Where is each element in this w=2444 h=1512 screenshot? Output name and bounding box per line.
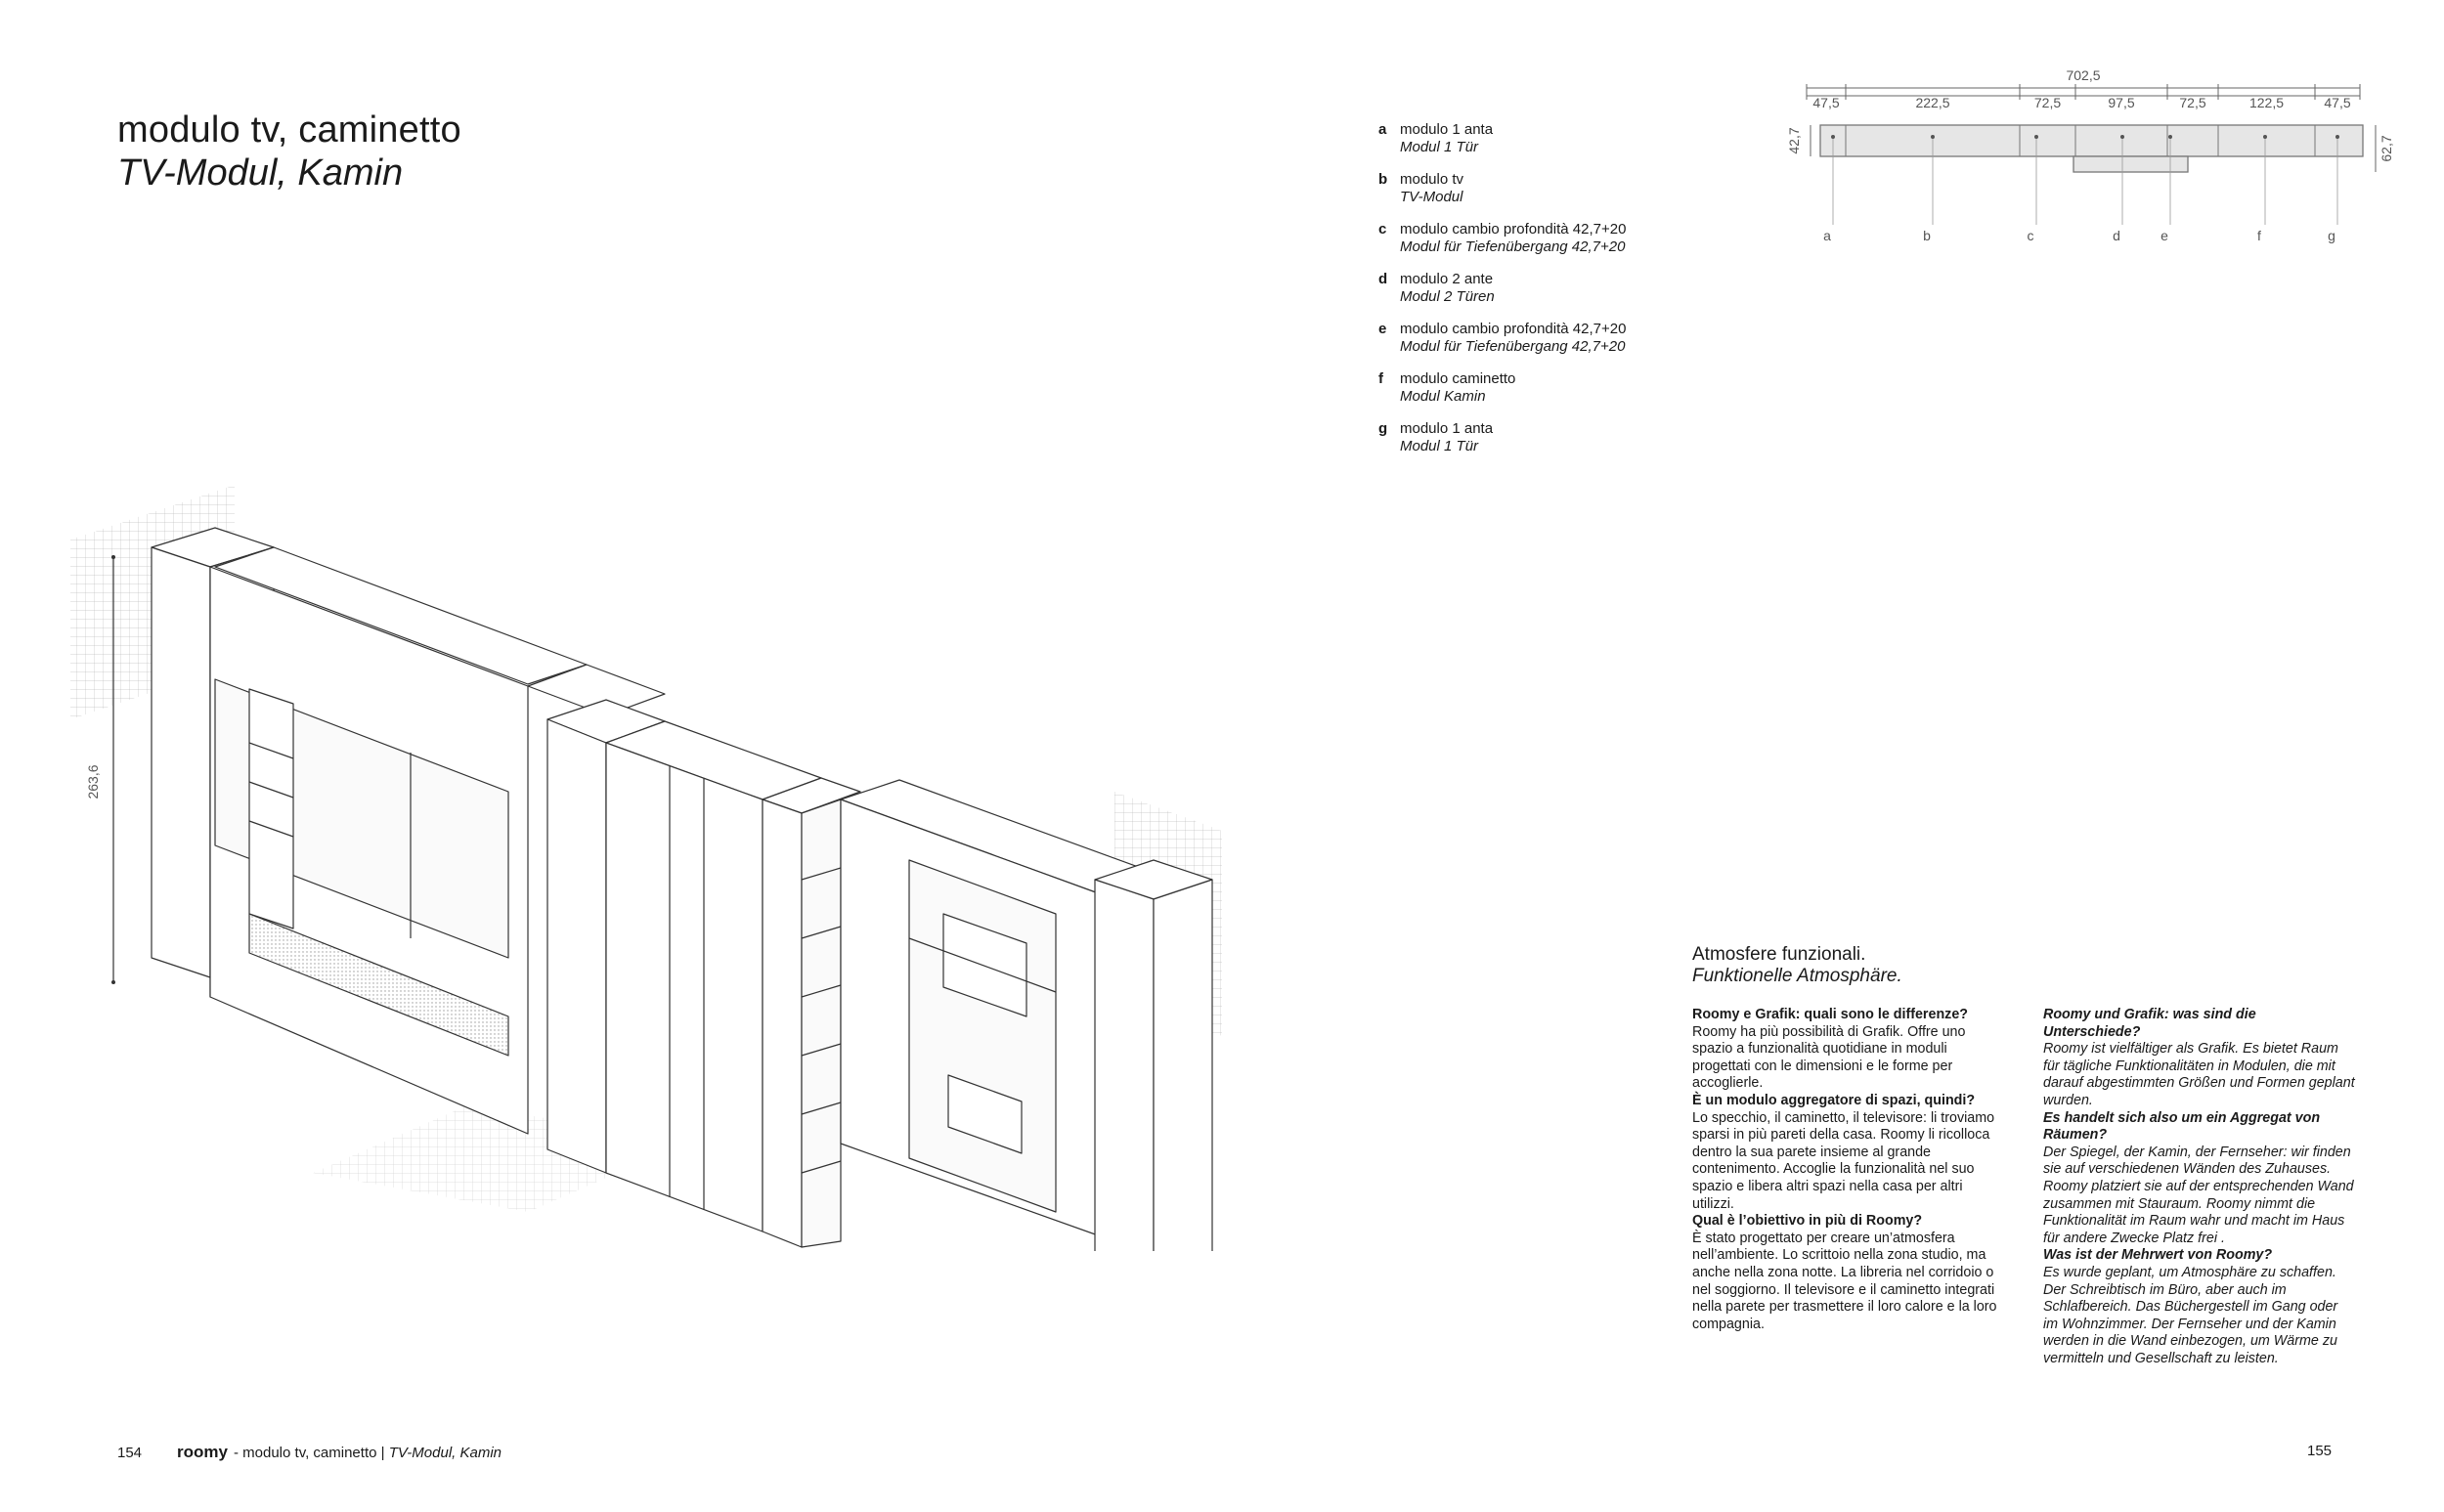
legend-text-it: modulo 1 anta (1400, 420, 1494, 437)
article-question: Roomy e Grafik: quali sono le differenze? (1692, 1007, 1969, 1022)
breadcrumb-de: TV-Modul, Kamin (388, 1445, 502, 1461)
article-answer: È stato progettato per creare un’atmosfera nell’ambiente. Lo scrittoio nella zona studio, ma anche nella zona notte. La libreria nel corridoio o nel soggiorno. Il televisore e il caminetto integrati nella parete per trasmettere il loro calore e la loro compagnia. (1692, 1230, 1997, 1332)
article-heading-it: Atmosfere funzionali. (1692, 944, 1866, 965)
page-number-right: 155 (2307, 1443, 2333, 1459)
plan-segment-width: 97,5 (2108, 95, 2135, 110)
legend-item (1378, 221, 1711, 256)
legend-item (1378, 420, 1711, 455)
page-subtitle: TV-Modul, Kamin (117, 152, 404, 194)
legend-item (1378, 271, 1711, 306)
article-answer: Der Spiegel, der Kamin, der Fernseher: wir finden sie auf verschiedenen Wänden des Zuhauses. Roomy platziert sie auf der entsprechenden Wand zusammen mit Stauraum. Roomy nimmt die Funktionalität im Raum wahr und macht im Haus für andere Zwecke Platz frei . (2043, 1144, 2354, 1246)
legend-item (1378, 370, 1711, 406)
plan-module-label: g (2328, 228, 2335, 243)
legend-text-it: modulo cambio profondità 42,7+20 (1400, 221, 1627, 238)
legend-text-de: Modul Kamin (1400, 388, 1486, 405)
legend-text-de: Modul für Tiefenübergang 42,7+20 (1400, 238, 1626, 255)
legend-letter: e (1378, 321, 1387, 337)
legend-item (1378, 321, 1711, 356)
legend-text-de: Modul 1 Tür (1400, 438, 1479, 454)
legend-item (1378, 171, 1711, 206)
legend-text-it: modulo 1 anta (1400, 121, 1494, 138)
plan-module-label: f (2257, 228, 2261, 243)
legend-letter: c (1378, 221, 1387, 238)
legend-text (1400, 370, 1515, 406)
legend-item (1378, 121, 1711, 156)
article-answer: Lo specchio, il caminetto, il televisore: li troviamo sparsi in più pareti della casa. Roomy li ricolloca dentro la sua parete insieme al grande contenimento. Accoglie la funzionalità nel suo spazio e libera altri spazi nella casa per altri utilizzi. (1692, 1109, 1995, 1212)
plan-segment-width: 72,5 (2179, 95, 2206, 110)
legend-letter: b (1378, 171, 1388, 188)
article-question: Qual è l’obiettivo in più di Roomy? (1692, 1213, 1923, 1230)
legend-letter: d (1378, 271, 1388, 287)
plan-module-label: a (1823, 228, 1831, 243)
legend-text (1400, 171, 1463, 206)
article-heading (1692, 944, 1902, 987)
plan-depth-right: 62,7 (2379, 135, 2394, 162)
legend-text-de: Modul 1 Tür (1400, 139, 1479, 155)
legend-letter: f (1378, 370, 1383, 387)
plan-view (1779, 59, 2405, 254)
plan-module-label: b (1923, 228, 1931, 243)
plan-diagram (1779, 59, 2405, 254)
drawing-height-label: 263,6 (85, 764, 101, 799)
legend-text (1400, 271, 1495, 306)
article-question: È un modulo aggregatore di spazi, quindi? (1692, 1092, 1976, 1108)
article-heading-de: Funktionelle Atmosphäre. (1692, 966, 1902, 986)
plan-segment-width: 122,5 (2248, 95, 2285, 110)
plan-leader-dot (2335, 135, 2339, 139)
plan-leader-dot (1931, 135, 1935, 139)
plan-segment-width: 222,5 (1915, 95, 1950, 110)
page-title: modulo tv, caminetto (117, 109, 461, 151)
legend-text (1400, 321, 1626, 356)
plan-leader-dot (2263, 135, 2267, 139)
plan-segment-width: 47,5 (2324, 95, 2351, 110)
legend-text-it: modulo cambio profondità 42,7+20 (1400, 321, 1627, 337)
legend-letter: g (1378, 420, 1388, 437)
plan-segment-width: 47,5 (1812, 95, 1840, 110)
plan-module-label: d (2113, 228, 2120, 243)
legend-text-de: Modul 2 Türen (1400, 288, 1495, 305)
legend-text (1400, 420, 1493, 455)
plan-total-width: 702,5 (2066, 67, 2101, 83)
plan-leader-dot (1831, 135, 1835, 139)
legend-text (1400, 221, 1626, 256)
furniture-illustration (59, 469, 1232, 1251)
plan-depth-left: 42,7 (1786, 127, 1802, 154)
article-answer: Roomy ha più possibilità di Grafik. Offre uno spazio a funzionalità quotidiane in moduli progettati con le dimensioni e le forme per accoglierle. (1692, 1023, 1966, 1092)
article-question: Was ist der Mehrwert von Roomy? (2043, 1247, 2273, 1264)
brand-name: roomy (177, 1443, 228, 1461)
legend-letter: a (1378, 121, 1387, 138)
legend-text-it: modulo caminetto (1400, 370, 1516, 387)
legend-text-it: modulo 2 ante (1400, 271, 1494, 287)
plan-leader-dot (2168, 135, 2172, 139)
article-column-it (1692, 1007, 2005, 1333)
plan-leader-dot (2120, 135, 2124, 139)
legend-text (1400, 121, 1493, 156)
article-answer: Roomy ist vielfältiger als Grafik. Es bietet Raum für tägliche Funktionalitäten in Modulen, die mit darauf abgestimmten Größen und Formen geplant wurden. (2043, 1041, 2355, 1108)
page-number-left: 154 (117, 1445, 143, 1461)
plan-segment-width: 72,5 (2033, 95, 2062, 110)
article-question: Es handelt sich also um ein Aggregat von Räumen? (2043, 1109, 2321, 1144)
plan-module-label: e (2160, 228, 2168, 243)
article-answer: Es wurde geplant, um Atmosphäre zu schaffen. Der Schreibtisch im Büro, aber auch im Schlafbereich. Das Büchergestell im Gang oder im Wohnzimmer. Der Fernseher und der Kamin werden in die Wand einbezogen, um Wärme zu vermitteln und Gesellschaft zu leisten. (2043, 1264, 2338, 1366)
plan-module-label: c (2027, 228, 2034, 243)
isometric-drawing (59, 469, 1232, 1251)
legend-text-de: Modul für Tiefenübergang 42,7+20 (1400, 338, 1626, 355)
article-question: Roomy und Grafik: was sind die Unterschiede? (2043, 1007, 2256, 1040)
breadcrumb-it: - modulo tv, caminetto | (234, 1445, 385, 1461)
article-column-de (2043, 1007, 2356, 1367)
legend-text-it: modulo tv (1400, 171, 1464, 188)
module-legend (1378, 121, 1711, 470)
footer-left (117, 1443, 502, 1462)
plan-leader-dot (2034, 135, 2038, 139)
legend-text-de: TV-Modul (1400, 189, 1463, 205)
